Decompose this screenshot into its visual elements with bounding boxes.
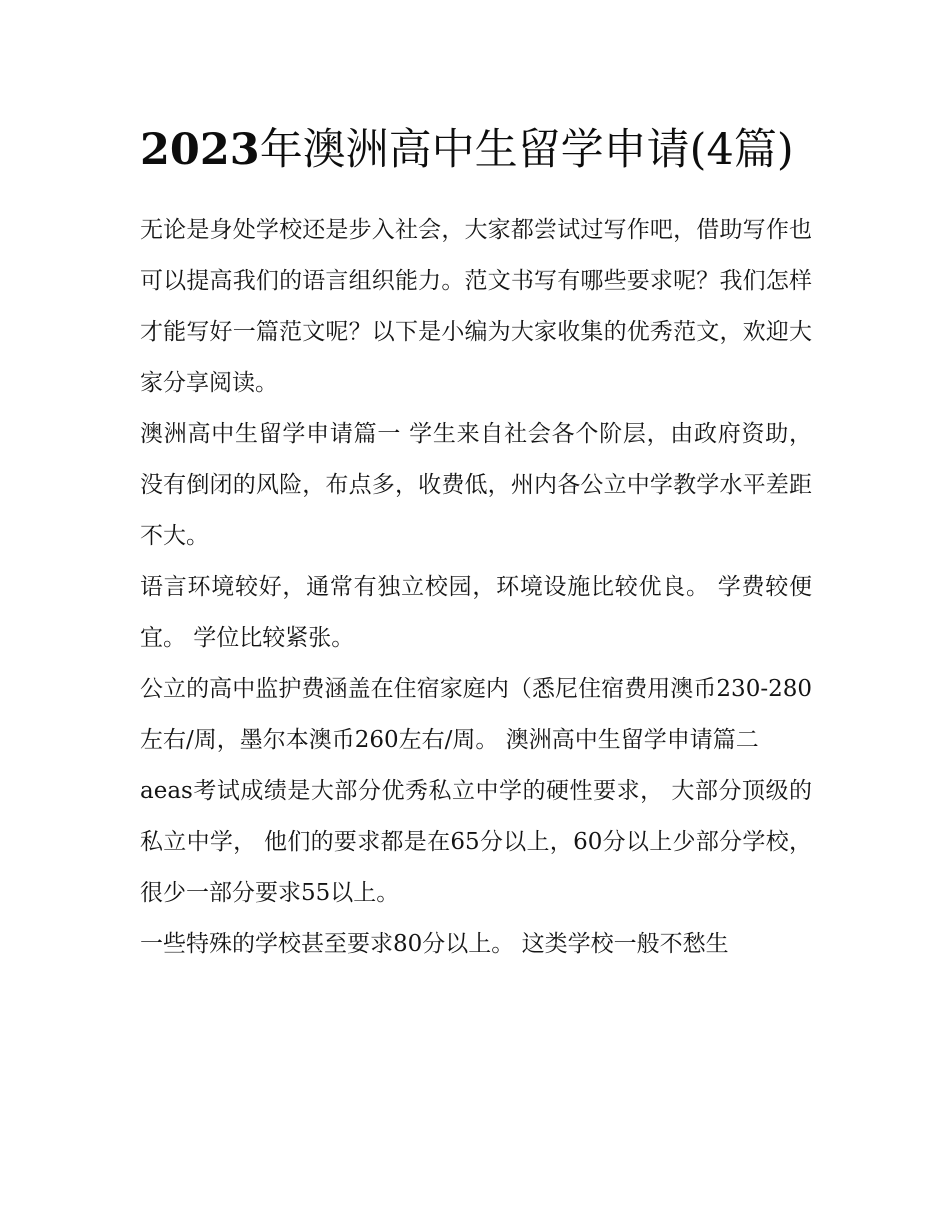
paragraph-intro: 无论是身处学校还是步入社会，大家都尝试过写作吧，借助写作也可以提高我们的语言组织能力。范文书写有哪些要求呢？我们怎样才能写好一篇范文呢？以下是小编为大家收集的优秀范文，欢迎大家分享阅读。 (140, 217, 812, 396)
document-body (140, 112, 812, 970)
document-title (140, 112, 812, 189)
paragraph-public-school: 澳洲高中生留学申请篇一 学生来自社会各个阶层，由政府资助，没有倒闭的风险，布点多，收费低，州内各公立中学教学水平差距不大。 (140, 421, 812, 549)
paragraph-fees: 公立的高中监护费涵盖在住宿家庭内（悉尼住宿费用澳币230-280左右/周，墨尔本澳币260左右/周。 澳洲高中生留学申请篇二 (140, 676, 812, 753)
document-title-text: 年澳洲高中生留学申请(4篇) (259, 125, 794, 175)
paragraph-environment: 语言环境较好，通常有独立校园，环境设施比较优良。 学费较便宜。 学位比较紧张。 (140, 574, 812, 651)
paragraph-aeas: aeas考试成绩是大部分优秀私立中学的硬性要求， 大部分顶级的私立中学， 他们的要求都是在65分以上，60分以上少部分学校，很少一部分要求55以上。 (140, 778, 812, 906)
document-title-year: 2023 (140, 125, 260, 175)
paragraph-special-schools: 一些特殊的学校甚至要求80分以上。 这类学校一般不愁生 (140, 931, 729, 957)
